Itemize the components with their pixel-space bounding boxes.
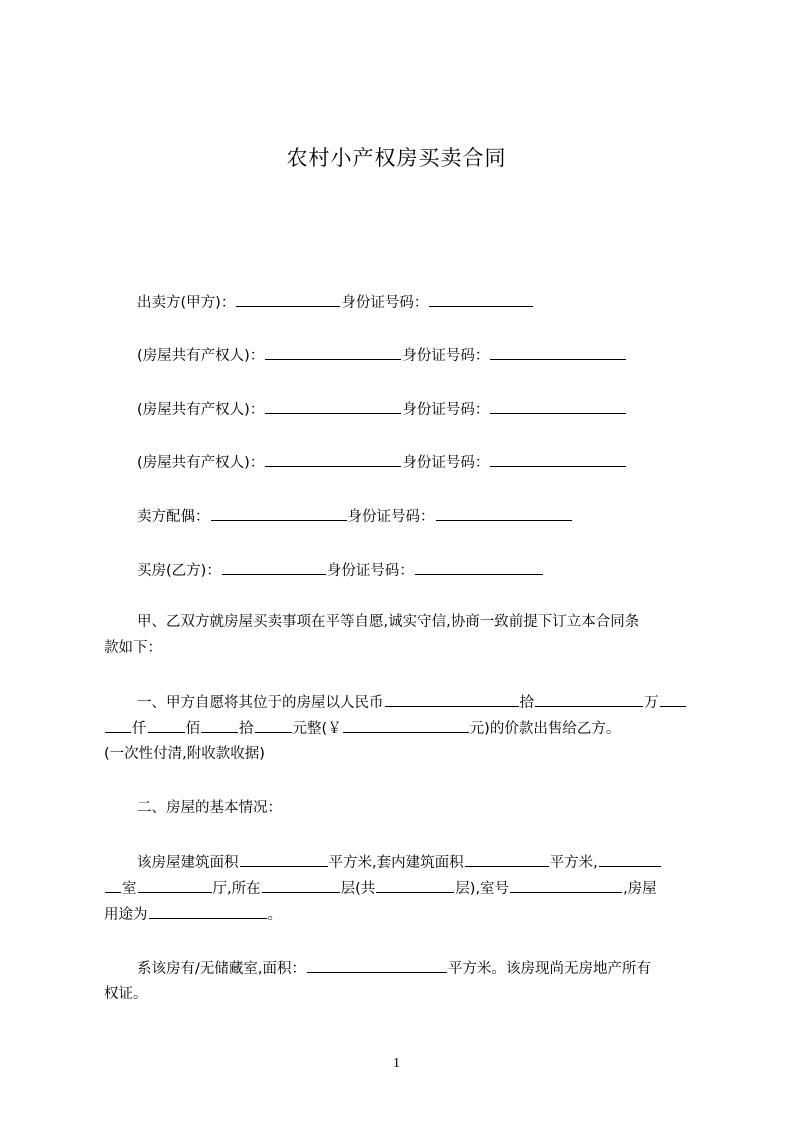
co-owner-label: (房屋共有产权人)： xyxy=(137,402,265,418)
usage-blank[interactable] xyxy=(149,904,267,919)
clause2-heading: 二、房屋的基本情况： xyxy=(137,800,282,816)
price-blank-g[interactable] xyxy=(255,718,292,733)
id-label: 身份证号码： xyxy=(402,455,490,471)
spouse-name-blank[interactable] xyxy=(211,506,347,521)
intro-line-2: 款如下： xyxy=(104,640,162,656)
unit-qian: 仟 xyxy=(132,721,147,737)
clause2-line-3 xyxy=(104,904,704,925)
price-blank-e[interactable] xyxy=(148,718,185,733)
buyer-line xyxy=(104,560,737,581)
co-owner-id-blank[interactable] xyxy=(490,345,626,360)
usage-label: 用途为 xyxy=(104,907,148,923)
unit-bai: 佰 xyxy=(185,721,200,737)
period: 。 xyxy=(267,907,282,923)
sqm-label: 平方米, xyxy=(549,855,598,871)
floor-total-label: 层(共 xyxy=(340,881,376,897)
co-owner-id-blank[interactable] xyxy=(490,452,626,467)
co-owner-line-1 xyxy=(104,345,737,366)
storage-area-blank[interactable] xyxy=(307,958,447,973)
price-number-blank[interactable] xyxy=(343,718,469,733)
co-owner-id-blank[interactable] xyxy=(490,399,626,414)
document-title: 农村小产权房买卖合同 xyxy=(286,146,507,170)
room-no-label: 层),室号 xyxy=(455,881,510,897)
inner-area-blank[interactable] xyxy=(465,852,549,867)
storage-tail: 平方米。该房现尚无房地产所有 xyxy=(448,961,651,977)
building-area-blank[interactable] xyxy=(240,852,328,867)
price-blank-d[interactable] xyxy=(105,718,131,733)
co-owner-label: (房屋共有产权人)： xyxy=(137,348,265,364)
clause1-tail: 元)的价款出售给乙方。 xyxy=(469,721,621,737)
unit-wan: 万 xyxy=(644,695,659,711)
clause1-heading: 一、甲方自愿将其位于的房屋以人民币 xyxy=(137,695,384,711)
spouse-id-blank[interactable] xyxy=(436,506,572,521)
seller-line xyxy=(104,292,737,313)
seller-id-blank[interactable] xyxy=(429,292,533,307)
storage-line xyxy=(104,958,737,979)
price-blank-f[interactable] xyxy=(201,718,238,733)
co-owner-name-blank[interactable] xyxy=(265,345,401,360)
co-owner-name-blank[interactable] xyxy=(265,399,401,414)
price-blank-a[interactable] xyxy=(385,692,519,707)
co-owner-line-2 xyxy=(104,399,737,420)
clause1-line-1 xyxy=(104,692,737,713)
co-owner-name-blank[interactable] xyxy=(265,452,401,467)
page-number: 1 xyxy=(393,1056,400,1071)
intro-line-1: 甲、乙双方就房屋买卖事项在平等自愿,诚实守信,协商一致前提下订立本合同条 xyxy=(137,614,640,630)
usage-pre-label: ,房屋 xyxy=(623,881,657,897)
storage-label: 系该房有/无储藏室,面积： xyxy=(137,961,306,977)
unit-shi-2: 拾 xyxy=(239,721,254,737)
spouse-line xyxy=(104,506,737,527)
unit-shi: 拾 xyxy=(519,695,534,711)
price-blank-b[interactable] xyxy=(535,692,643,707)
clause2-line-1 xyxy=(104,852,737,873)
id-label: 身份证号码： xyxy=(326,563,414,579)
spouse-label: 卖方配偶： xyxy=(137,509,210,525)
room-no-blank[interactable] xyxy=(510,878,622,893)
id-label: 身份证号码： xyxy=(347,509,435,525)
hall-blank[interactable] xyxy=(138,878,212,893)
hall-label: 厅,所在 xyxy=(212,881,261,897)
buyer-label: 买房(乙方)： xyxy=(137,563,221,579)
id-label: 身份证号码： xyxy=(402,402,490,418)
clause1-line-3: (一次性付清,附收款收据) xyxy=(104,746,265,762)
sqm-inner-label: 平方米,套内建筑面积 xyxy=(328,855,464,871)
area-label: 该房屋建筑面积 xyxy=(137,855,239,871)
cert-line: 权证。 xyxy=(104,986,148,1002)
clause1-line-2 xyxy=(104,718,704,739)
rooms-blank-b[interactable] xyxy=(105,878,121,893)
co-owner-line-3 xyxy=(104,452,737,473)
clause2-line-2 xyxy=(104,878,704,899)
seller-name-blank[interactable] xyxy=(236,292,340,307)
seller-label: 出卖方(甲方)： xyxy=(137,295,236,311)
total-floors-blank[interactable] xyxy=(376,878,454,893)
buyer-name-blank[interactable] xyxy=(222,560,326,575)
buyer-id-blank[interactable] xyxy=(415,560,543,575)
co-owner-label: (房屋共有产权人)： xyxy=(137,455,265,471)
unit-yuan-zheng: 元整(￥ xyxy=(292,721,342,737)
rooms-blank-a[interactable] xyxy=(599,852,661,867)
id-label: 身份证号码： xyxy=(341,295,429,311)
floor-blank[interactable] xyxy=(262,878,340,893)
id-label: 身份证号码： xyxy=(402,348,490,364)
room-label: 室 xyxy=(122,881,137,897)
price-blank-c[interactable] xyxy=(660,692,686,707)
